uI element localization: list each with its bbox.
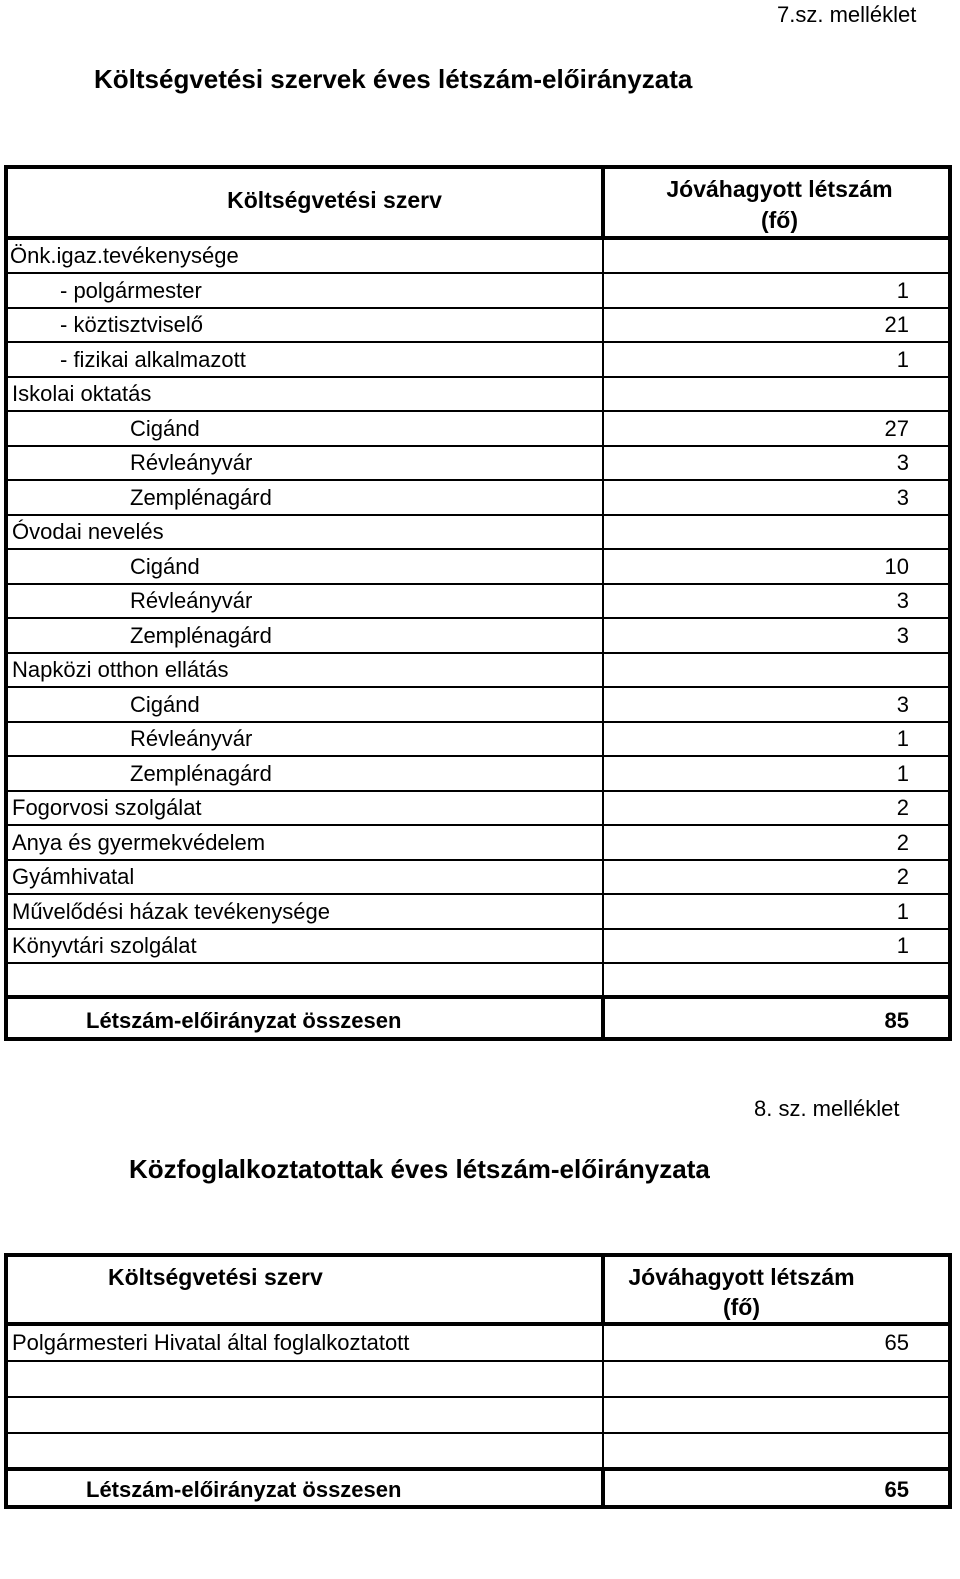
header-approved-staff-line1: Jóváhagyott létszám <box>628 1264 855 1290</box>
row-label: Révleányvár <box>6 722 603 757</box>
row-value: 3 <box>603 687 950 722</box>
row-label: Fogorvosi szolgálat <box>6 791 603 826</box>
table-row-blank <box>6 1433 950 1469</box>
table-row-blank <box>6 1361 950 1397</box>
total-row <box>6 1469 950 1507</box>
blank-cell <box>6 1361 603 1397</box>
table-row <box>6 446 950 481</box>
table-row <box>6 722 950 757</box>
total-row <box>6 997 950 1039</box>
row-label: Könyvtári szolgálat <box>6 929 603 964</box>
row-label: Cigánd <box>6 411 603 446</box>
row-value: 1 <box>603 929 950 964</box>
table-header <box>6 167 950 238</box>
total-label: Létszám-előirányzat összesen <box>6 1469 603 1507</box>
row-value: 2 <box>603 791 950 826</box>
row-label: - köztisztviselő <box>6 308 603 343</box>
table-row <box>6 929 950 964</box>
table-row <box>6 584 950 619</box>
header-budget-unit: Költségvetési szerv <box>6 1255 603 1324</box>
row-label: Óvodai nevelés <box>6 515 603 550</box>
header-approved-staff-line2: (fő) <box>722 1294 761 1320</box>
row-label: Anya és gyermekvédelem <box>6 825 603 860</box>
table-row <box>6 238 950 273</box>
row-value: 3 <box>603 584 950 619</box>
table-row <box>6 791 950 826</box>
header-approved-staff-line1: Jóváhagyott létszám <box>666 176 893 202</box>
row-value: 65 <box>603 1324 950 1361</box>
table-row <box>6 377 950 412</box>
row-label: Napközi otthon ellátás <box>6 653 603 688</box>
row-value: 21 <box>603 308 950 343</box>
table-row <box>6 1324 950 1361</box>
table-row <box>6 894 950 929</box>
row-label: Révleányvár <box>6 584 603 619</box>
row-label: Révleányvár <box>6 446 603 481</box>
header-approved-staff <box>603 167 950 238</box>
staffing-table <box>4 165 952 1041</box>
public-work-table <box>4 1253 952 1509</box>
row-label: Iskolai oktatás <box>6 377 603 412</box>
table-row <box>6 756 950 791</box>
row-label: Zemplénagárd <box>6 480 603 515</box>
blank-cell <box>603 1433 950 1469</box>
row-label: - polgármester <box>6 273 603 308</box>
row-label: Cigánd <box>6 687 603 722</box>
blank-cell <box>6 1397 603 1433</box>
blank-cell <box>6 963 603 997</box>
annex-7-title: Költségvetési szervek éves létszám-előirányzata <box>94 64 693 94</box>
table-row <box>6 618 950 653</box>
row-value: 10 <box>603 549 950 584</box>
row-value: 2 <box>603 860 950 895</box>
total-value: 65 <box>884 1477 909 1502</box>
row-label: Cigánd <box>6 549 603 584</box>
annex-7-label: 7.sz. melléklet <box>777 2 917 27</box>
header-budget-unit: Költségvetési szerv <box>6 167 603 238</box>
row-label: Polgármesteri Hivatal által foglalkoztatott <box>6 1324 603 1361</box>
row-label: Zemplénagárd <box>6 756 603 791</box>
blank-cell <box>603 963 950 997</box>
header-approved-staff <box>603 1255 950 1324</box>
row-label: - fizikai alkalmazott <box>6 342 603 377</box>
total-value: 85 <box>884 1008 909 1033</box>
row-value: 3 <box>603 618 950 653</box>
header-approved-staff-line2: (fő) <box>760 207 799 233</box>
row-label: Zemplénagárd <box>6 618 603 653</box>
blank-cell <box>603 1397 950 1433</box>
row-value <box>603 377 950 412</box>
annex-8-title: Közfoglalkoztatottak éves létszám-előirányzata <box>129 1154 710 1184</box>
table-row <box>6 411 950 446</box>
table-row <box>6 653 950 688</box>
row-value: 1 <box>603 756 950 791</box>
blank-cell <box>6 1433 603 1469</box>
table-row <box>6 480 950 515</box>
table-row-blank <box>6 1397 950 1433</box>
row-value: 27 <box>603 411 950 446</box>
row-value <box>603 515 950 550</box>
row-label: Gyámhivatal <box>6 860 603 895</box>
row-value <box>603 653 950 688</box>
total-label: Létszám-előirányzat összesen <box>6 997 603 1039</box>
table-header <box>6 1255 950 1324</box>
table-row <box>6 273 950 308</box>
row-value: 2 <box>603 825 950 860</box>
table-row <box>6 687 950 722</box>
row-value: 1 <box>603 342 950 377</box>
blank-cell <box>603 1361 950 1397</box>
table-row <box>6 549 950 584</box>
row-value: 3 <box>603 480 950 515</box>
row-label: Művelődési házak tevékenysége <box>6 894 603 929</box>
row-value: 1 <box>603 722 950 757</box>
row-label: Önk.igaz.tevékenysége <box>6 238 603 273</box>
table-row <box>6 860 950 895</box>
annex-8-label: 8. sz. melléklet <box>754 1096 900 1121</box>
table-row <box>6 308 950 343</box>
row-value: 1 <box>603 894 950 929</box>
table-row <box>6 515 950 550</box>
table-row <box>6 825 950 860</box>
row-value <box>603 238 950 273</box>
row-value: 3 <box>603 446 950 481</box>
table-row-blank <box>6 963 950 997</box>
row-value: 1 <box>603 273 950 308</box>
table-row <box>6 342 950 377</box>
